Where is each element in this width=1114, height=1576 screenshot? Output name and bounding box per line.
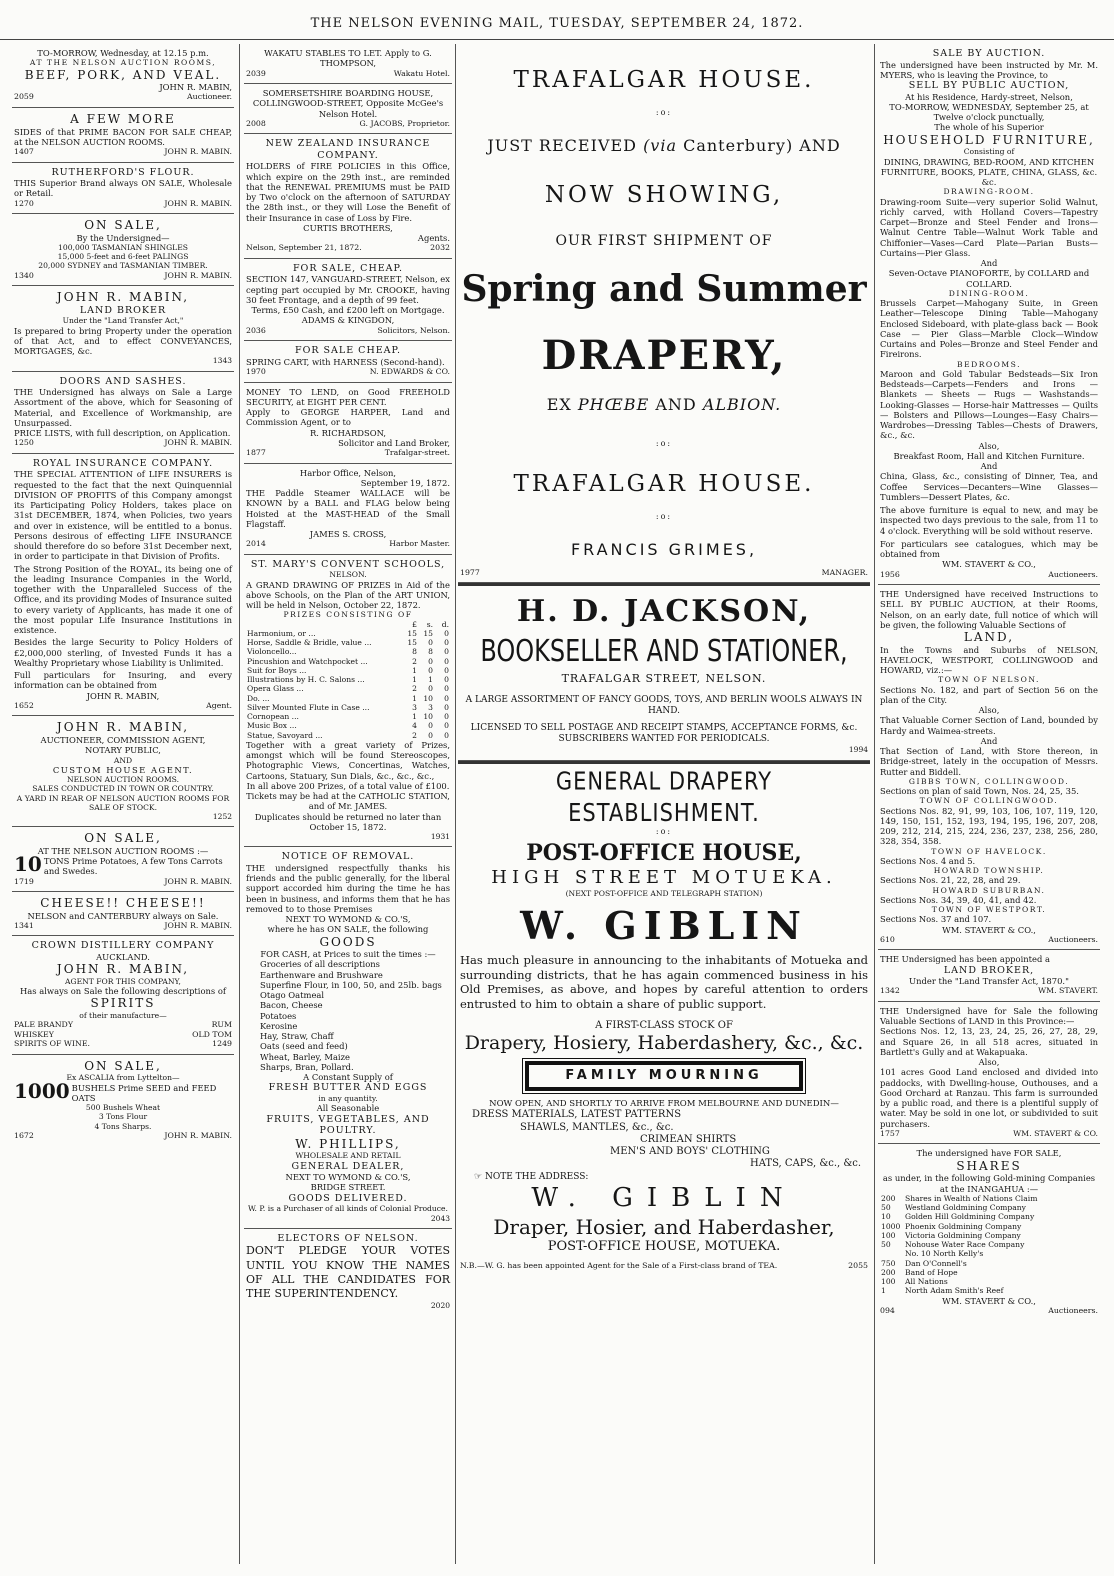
column-2 <box>244 44 452 1568</box>
goods-list <box>246 959 450 1072</box>
ad-potatoes: ON SALE, AT THE NELSON AUCTION ROOMS :— 10 TONS Prime Potatoes, A few Tons Carrots and Swedes. 1719 JOHN R. MABIN. <box>12 827 234 892</box>
family-mourning-box: FAMILY MOURNING <box>525 1061 803 1091</box>
masthead: THE NELSON EVENING MAIL, TUESDAY, SEPTEMBER 24, 1872. <box>0 0 1114 40</box>
ad-valuable-sections: THE Undersigned have for Sale the following Valuable Sections of LAND in this Province:— Sections Nos. 12, 13, 23, 24, 25, 26, 27, 28, 29, and Square 26, in all 518 acres, situated in Bartlett's Gully and at Wakapuaka. Also, 101 acres Good Land enclosed and divided into paddocks, with Dwelling-house, Outhouses, and a Good Orchard at Ranzau. This farm is surrounded by a public road, and there is a plentiful supply of water. May be sold in one lot, or subdivided to suit purchasers. 1757 WM. STAVERT & CO. <box>878 1002 1100 1145</box>
goods-item: Wheat, Barley, Maize <box>260 1051 350 1062</box>
ad-wakatu-stables: WAKATU STABLES TO LET. Apply to G. THOMPSON, 2039 Wakatu Hotel. <box>244 44 452 84</box>
pointing-hand-icon: ☞ <box>474 1172 483 1183</box>
ad-cheese: CHEESE!! CHEESE!! NELSON and CANTERBURY always on Sale. 1341 JOHN R. MABIN. <box>12 892 234 936</box>
goods-item: Earthenware and Brushware <box>260 969 383 980</box>
share-row: 750 Dan O'Connell's <box>881 1258 967 1268</box>
share-row: 1 North Adam Smith's Reef <box>881 1286 1004 1296</box>
prize-row: Do. ... 1 10 0 <box>247 693 449 703</box>
ad-land-sections: THE Undersigned have received Instructions to SELL BY PUBLIC AUCTION, at their Rooms, Nelson, on an early date, full notice of which will be given, the following Valuable Sections of LAND, In the Towns and Suburbs of NELSON, HAVELOCK, WESTPORT, COLLINGWOOD and HOWARD, viz.:— TOWN OF NELSON. Sections No. 182, and part of Section 56 on the plan of the City. Also, That Valuable Corner Section of Land, bounded by Hardy and Waimea-streets. And That Section of Land, with Store thereon, in Bridge-street, lately in the occupation of Messrs. Rutter and Biddell. GIBBS TOWN, COLLINGWOOD. Sections on plan of said Town, Nos. 24, 25, 35. TOWN OF COLLINGWOOD. Sections Nos. 82, 91, 99, 103, 106, 107, 119, 120, 149, 150, 151, 152, 193, 194, 195, 196, 207, 208, 209, 212, 214, 215, 224, 236, 237, 238, 256, 280, 328, 354, 358. TOWN OF HAVELOCK. Sections Nos. 4 and 5. HOWARD TOWNSHIP. Sections Nos. 21, 22, 28, and 29. HOWARD SUBURBAN. Sections Nos. 34, 39, 40, 41, and 42. TOWN OF WESTPORT. Sections Nos. 37 and 107. WM. STAVERT & CO., 610 Auctioneers. <box>878 585 1100 950</box>
ad-crown-distillery: CROWN DISTILLERY COMPANY AUCKLAND. JOHN R. MABIN, AGENT FOR THIS COMPANY, Has always on Sale the following descriptions of SPIRITS of their manufacture— PALE BRANDY RUM WHISKEY OLD TOM SPIRITS OF WINE. 1249 <box>12 936 234 1054</box>
ad-land-broker-mabin: JOHN R. MABIN, LAND BROKER Under the "Land Transfer Act," Is prepared to bring Property under the operation of that Act, and to effect CONVEYANCES, MORTGAGES, &c. 1343 <box>12 286 234 371</box>
prize-row: Pincushion and Watchpocket ... 2 0 0 <box>247 656 449 666</box>
page-columns <box>12 44 1106 1568</box>
share-row: 50 Nohouse Water Race Company <box>881 1240 1025 1250</box>
ad-spring-cart: FOR SALE CHEAP. SPRING CART, with HARNESS (Second-hand). 1970 N. EDWARDS & CO. <box>244 341 452 382</box>
share-row: 50 Westland Goldmining Company <box>881 1203 1026 1213</box>
share-row: 200 Band of Hope <box>881 1267 958 1277</box>
ad-boarding-house: SOMERSETSHIRE BOARDING HOUSE, COLLINGWOOD-STREET, Opposite McGee's Nelson Hotel. 2008 G. JACOBS, Proprietor. <box>244 84 452 134</box>
prize-row: Music Box ... 4 0 0 <box>247 721 449 731</box>
ad-money-to-lend: MONEY TO LEND, on Good FREEHOLD SECURITY, at EIGHT PER CENT. Apply to GEORGE HARPER, Land and Commission Agent, or to R. RICHARDSON, Solicitor and Land Broker, 1877 Trafalgar-street. <box>244 383 452 464</box>
shares-table <box>880 1194 1098 1296</box>
ad-beef-pork-veal: TO-MORROW, Wednesday, at 12.15 p.m. AT THE NELSON AUCTION ROOMS, BEEF, PORK, AND VEAL. JOHN R. MABIN, 2059 Auctioneer. <box>12 44 234 108</box>
ad-convent-schools: ST. MARY'S CONVENT SCHOOLS, NELSON. A GRAND DRAWING OF PRIZES in Aid of the above Schools, on the Plan of the ART UNION, will be held in Nelson, October 22, 1872. PRIZES CONSISTING OF £ s. d. Harmonium, or ... 15 15 0 Horse, Saddle & Bridle, value ... 15 0 0 Violoncello... 8 8 0 Pincushion and Watchpocket ... 2 0 0 Suit for Boys ... 1 0 0 Illustrations by H. C. Salons ... 1 1 0 Opera Glass ... 2 0 0 Do. ... 1 10 0 Silver Mounted Flute in Case ... 3 3 0 Cornopean ... 1 10 0 Music Box ... 4 0 0 Statue, Savoyard ... 2 0 0 Together with a great variety of Prizes, amongst which will be found Stereoscopes, Photographic Views, Concertinas, Watches, Cartoons, Statuary, Sun Dials, &c., &c., &c., In all above 200 Prizes, of a total value of £100. Tickets may be had at the CATHOLIC STATION, and of Mr. JAMES. Duplicates should be returned no later than October 15, 1872. 1931 <box>244 555 452 847</box>
ad-seed-oats: ON SALE, Ex ASCALIA from Lyttelton— 1000 BUSHELS Prime SEED and FEED OATS 500 Bushels Wheat 3 Tons Flour 4 Tons Sharps. 1672 JOHN R. MABIN. <box>14 1058 232 1140</box>
share-row: 10 Golden Hill Goldmining Company <box>881 1212 1035 1222</box>
prize-row: Illustrations by H. C. Salons ... 1 1 0 <box>247 675 449 685</box>
share-row: No. 10 North Kelly's <box>905 1249 984 1259</box>
ad-hd-jackson: H. D. JACKSON, BOOKSELLER AND STATIONER, TRAFALGAR STREET, NELSON. A LARGE ASSORTMENT OF FANCY GOODS, TOYS, AND BERLIN WOOLS ALWAYS IN HAND. LICENSED TO SELL POSTAGE AND RECEIPT STAMPS, ACCEPTANCE FORMS, &c. SUBSCRIBERS WANTED FOR PERIODICALS. 1994 <box>458 583 870 760</box>
share-row: 1000 Phoenix Goldmining Company <box>881 1221 1022 1231</box>
ad-nz-insurance: NEW ZEALAND INSURANCE COMPANY. HOLDERS of FIRE POLICIES in this Office, which expire on the 29th inst., are reminded that the RENEWAL PREMIUMS must be PAID by Two o'clock on the afternoon of SATURDAY the 28th inst., or they will Lose the Benefit of their Insurance in case of Loss by Fire. CURTIS BROTHERS, Agents. Nelson, September 21, 1872. 2032 <box>244 134 452 259</box>
prize-row: Cornopean ... 1 10 0 <box>247 712 449 722</box>
ad-doors-sashes: DOORS AND SASHES. THE Undersigned has always on Sale a Large Assortment of the above, which for Seasoning of Material, and Excellence of Workmanship, are Unsurpassed. PRICE LISTS, with full description, on Application. 1250 JOHN R. MABIN. <box>12 372 234 454</box>
ad-royal-insurance: ROYAL INSURANCE COMPANY. THE SPECIAL ATTENTION of LIFE INSURERS is requested to the fact that the next Quinquennial DIVISION OF PROFITS of this Company amongst its Participating Policy Holders, takes place on 31st DECEMBER, 1874, when Policies, two years and over in existence, will be entitled to a bonus. Persons desirous of effecting LIFE INSURANCE should therefore do so before 31st December next, in order to participate in that Division of Profits. The Strong Position of the ROYAL, its being one of the leading Insurance Companies in the World, together with the Unparalleled Success of the Office, and its providing Modes of Insurance suited to every variety of Applicants, has made it one of the most popular Life Insurance Institutions in existence. Besides the large Security to Policy Holders of £2,000,000 sterling, of Invested Funds it has a Wealthy Proprietary whose Liability is Unlimited. Full particulars for Insuring, and every information can be obtained from JOHN R. MABIN, 1652 Agent. <box>12 454 234 717</box>
ad-rutherford-flour: RUTHERFORD'S FLOUR. THIS Superior Brand always ON SALE, Wholesale or Retail. 1270 JOHN R. MABIN. <box>12 163 234 215</box>
ad-prime-bacon: A FEW MORE SIDES of that PRIME BACON FOR SALE CHEAP, at the NELSON AUCTION ROOMS. 1407 JOHN R. MABIN. <box>12 108 234 163</box>
goods-item: Groceries of all descriptions <box>260 959 380 970</box>
goods-item: Sharps, Bran, Pollard. <box>260 1061 354 1072</box>
ad-sale-by-auction-furniture: SALE BY AUCTION. The undersigned have been instructed by Mr. M. MYERS, who is leaving the Province, to SELL BY PUBLIC AUCTION, At his Residence, Hardy-street, Nelson, TO-MORROW, WEDNESDAY, September 25, at Twelve o'clock punctually, The whole of his Superior HOUSEHOLD FURNITURE, Consisting of DINING, DRAWING, BED-ROOM, AND KITCHEN FURNITURE, BOOKS, PLATE, CHINA, GLASS, &c. &c. DRAWING-ROOM. Drawing-room Suite—very superior Solid Walnut, richly carved, with Holland Covers—Tapestry Carpet—Bronze and Steel Fender and Irons—Walnut Centre Table—Walnut Work Table and Chiffonier—Vases—Card Plate—Parian Busts—Curtains—Pier Glass. And Seven-Octave PIANOFORTE, by COLLARD and COLLARD. DINING-ROOM. Brussels Carpet—Mahogany Suite, in Green Leather—Telescope Dining Table—Mahogany Enclosed Sideboard, with plate-glass back — Book Case — Pier Glass—Marble Clock—Window Curtains and Poles—Bronze and Steel Fender and Fireirons. BEDROOMS. Maroon and Gold Tabular Bedsteads—Six Iron Bedsteads—Carpets—Fenders and Irons — Blankets — Sheets — Rugs — Washstands—Looking-Glasses — Horse-hair Mattresses — Quilts — Bolsters and Pillows—Lounges—Easy Chairs—Wardrobes—Dressing Tables—Chests of Drawers, &c., &c. Also, Breakfast Room, Hall and Kitchen Furniture. And China, Glass, &c., consisting of Dinner, Tea, and Coffee Services—Decanters—Wine Glasses—Tumblers—Dessert Plates, &c. The above furniture is equal to new, and may be inspected two days previous to the sale, from 11 to 4 o'clock. Everything will be sold without reserve. For particulars see catalogues, which may be obtained from WM. STAVERT & CO., 1956 Auctioneers. <box>878 44 1100 585</box>
prize-row: Opera Glass ... 2 0 0 <box>247 684 449 694</box>
prizes-table: £ s. d. Harmonium, or ... 15 15 0 Horse, Saddle & Bridle, value ... 15 0 0 Violoncello... 8 8 0 Pincushion and Watchpocket ... 2 0 0 Suit for Boys ... 1 0 0 Illustrations by H. C. Salons ... 1 1 0 Opera Glass ... 2 0 0 Do. ... 1 10 0 Silver Mounted Flute in Case ... 3 3 0 Cornopean ... 1 10 0 Music Box ... 4 0 0 Statue, Savoyard ... 2 0 0 <box>247 619 449 740</box>
column-3 <box>458 44 870 1568</box>
ad-notice-of-removal: NOTICE OF REMOVAL. THE undersigned respectfully thanks his friends and the public generally, for the liberal support accorded him during the time he has been in business, and informs them that he has removed to to those Premises NEXT TO WYMOND & CO.'S, where he has ON SALE, the following GOODS FOR CASH, at Prices to suit the times :— Groceries of all descriptions Earthenware and Brushware Superfine Flour, in 100, 50, and 25lb. bags Otago Oatmeal Bacon, Cheese Potatoes Kerosine Hay, Straw, Chaff Oats (seed and feed) Wheat, Barley, Maize Sharps, Bran, Pollard. A Constant Supply of FRESH BUTTER AND EGGS in any quantity. All Seasonable FRUITS, VEGETABLES, AND POULTRY. W. PHILLIPS, WHOLESALE AND RETAIL GENERAL DEALER, NEXT TO WYMOND & CO.'S, BRIDGE STREET. GOODS DELIVERED. W. P. is a Purchaser of all kinds of Colonial Produce. 2043 <box>244 847 452 1228</box>
ad-trafalgar-house: TRAFALGAR HOUSE. :o: JUST RECEIVED (via Canterbury) AND NOW SHOWING, OUR FIRST SHIPMENT OF Spring and Summer DRAPERY, EX PHŒBE AND ALBION. :o: TRAFALGAR HOUSE. :o: FRANCIS GRIMES, 1977 MANAGER. <box>458 44 870 583</box>
goods-item: Kerosine <box>260 1020 298 1031</box>
share-row: 100 Victoria Goldmining Company <box>881 1230 1021 1240</box>
column-1 <box>12 44 234 1568</box>
ad-on-sale-shingles: ON SALE, By the Undersigned— 100,000 TASMANIAN SHINGLES 15,000 5-feet and 6-feet PALINGS 20,000 SYDNEY and TASMANIAN TIMBER. 1340 JOHN R. MABIN. <box>12 214 234 286</box>
ad-mining-shares: The undersigned have FOR SALE, SHARES as under, in the following Gold-mining Companies at the INANGAHUA :— 200 Shares in Wealth of Nations Claim 50 Westland Goldmining Company 10 Golden Hill Goldmining Company 1000 Phoenix Goldmining Company 100 Victoria Goldmining Company 50 Nohouse Water Race Company No. 10 North Kelly's 750 Dan O'Connell's 200 Band of Hope 100 All Nations 1 North Adam Smith's Reef WM. STAVERT & CO., 094 Auctioneers. <box>880 1148 1098 1315</box>
goods-item: Otago Oatmeal <box>260 990 325 1001</box>
share-row: 100 All Nations <box>881 1277 948 1287</box>
ad-auctioneer-mabin: JOHN R. MABIN, AUCTIONEER, COMMISSION AGENT, NOTARY PUBLIC, AND CUSTOM HOUSE AGENT. NELSON AUCTION ROOMS. SALES CONDUCTED IN TOWN OR COUNTRY. A YARD IN REAR OF NELSON AUCTION ROOMS FOR SALE OF STOCK. 1252 <box>12 716 234 827</box>
column-4 <box>878 44 1100 1568</box>
goods-item: Hay, Straw, Chaff <box>260 1031 334 1042</box>
ad-land-broker-stavert: THE Undersigned has been appointed a LAND BROKER, Under the "Land Transfer Act, 1870." 1342 WM. STAVERT. <box>878 950 1100 1002</box>
goods-item: Potatoes <box>260 1010 297 1021</box>
share-row: 200 Shares in Wealth of Nations Claim <box>881 1193 1038 1203</box>
prize-row: Suit for Boys ... 1 0 0 <box>247 665 449 675</box>
goods-item: Bacon, Cheese <box>260 1000 323 1011</box>
ad-w-giblin: GENERAL DRAPERY ESTABLISHMENT. :o: POST-OFFICE HOUSE, HIGH STREET MOTUEKA. (NEXT POST-OFFICE AND TELEGRAPH STATION) W. GIBLIN Has much pleasure in announcing to the inhabitants of Motueka and surrounding districts, that he has again commenced business in his Old Premises, as above, and hopes by careful attention to orders entrusted to him to obtain a share of public support. A FIRST-CLASS STOCK OF Drapery, Hosiery, Haberdashery, &c., &c. FAMILY MOURNING NOW OPEN, AND SHORTLY TO ARRIVE FROM MELBOURNE AND DUNEDIN— DRESS MATERIALS, LATEST PATTERNS SHAWLS, MANTLES, &c., &c. CRIMEAN SHIRTS MEN'S AND BOYS' CLOTHING HATS, CAPS, &c., &c. ☞ NOTE THE ADDRESS: W. GIBLIN Draper, Hosier, and Haberdasher, POST-OFFICE HOUSE, MOTUEKA. N.B.—W. G. has been appointed Agent for the Sale of a First-class brand of TEA. 2055 <box>458 761 870 1276</box>
prize-row: Violoncello... 8 8 0 <box>247 647 449 657</box>
prize-row: Harmonium, or ... 15 15 0 <box>247 628 449 638</box>
ad-steamer-wallace: Harbor Office, Nelson, September 19, 1872. THE Paddle Steamer WALLACE will be KNOWN by a BALL and FLAG below being Hoisted at the MAST-HEAD of the Small Flagstaff. JAMES S. CROSS, 2014 Harbor Master. <box>244 464 452 555</box>
prize-row: Statue, Savoyard ... 2 0 0 <box>247 730 449 740</box>
prize-row: Horse, Saddle & Bridle, value ... 15 0 0 <box>247 638 449 648</box>
ad-section-sale: FOR SALE, CHEAP. SECTION 147, VANGUARD-STREET, Nelson, ex cepting part occupied by Mr. CROOKE, having 30 feet Frontage, and a depth of 99 feet. Terms, £50 Cash, and £200 left on Mortgage. ADAMS & KINGDON, 2036 Solicitors, Nelson. <box>244 259 452 341</box>
goods-item: Oats (seed and feed) <box>260 1041 348 1052</box>
ad-electors-of-nelson: ELECTORS OF NELSON. DON'T PLEDGE YOUR VOTES UNTIL YOU KNOW THE NAMES OF ALL THE CANDIDATES FOR THE SUPERINTENDENCY. 2020 <box>246 1232 450 1311</box>
prize-row: Silver Mounted Flute in Case ... 3 3 0 <box>247 702 449 712</box>
goods-item: Superfine Flour, in 100, 50, and 25lb. bags <box>260 979 442 990</box>
